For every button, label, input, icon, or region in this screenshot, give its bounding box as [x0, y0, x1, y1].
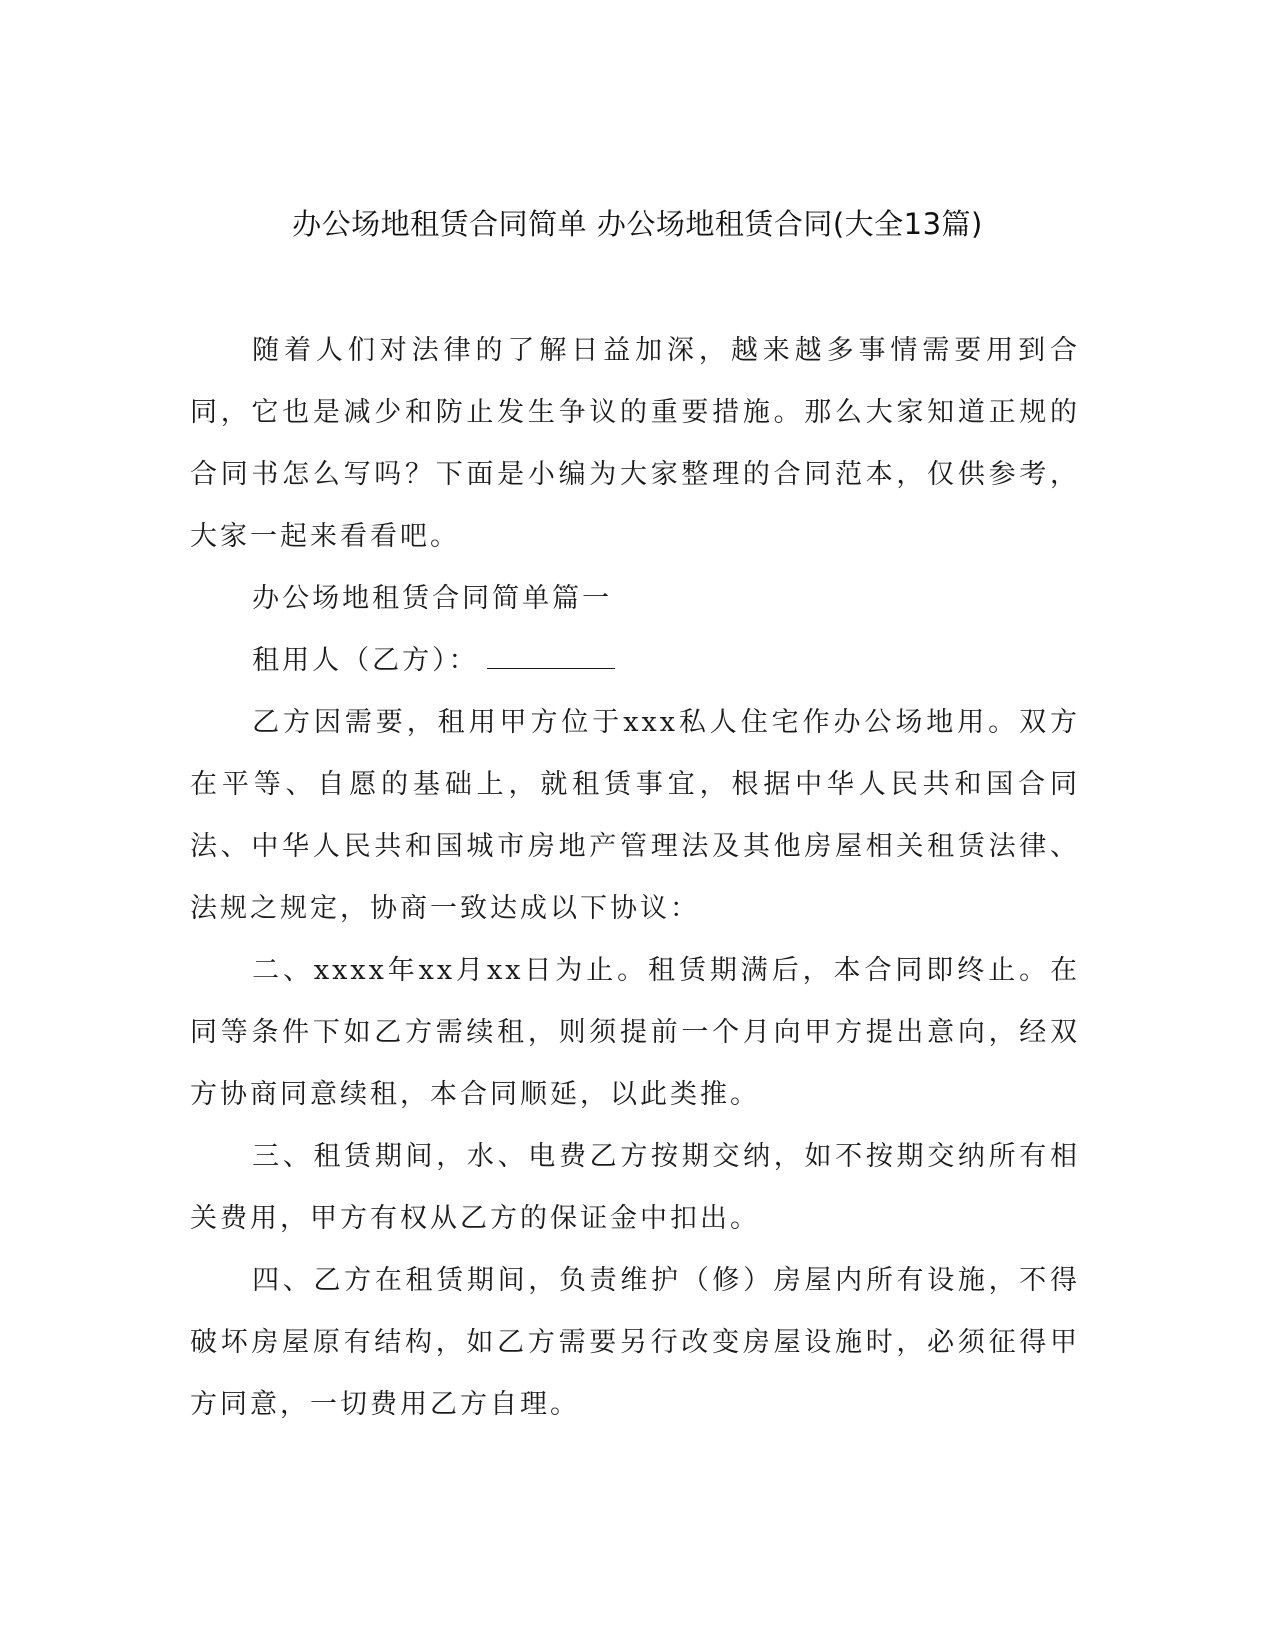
tenant-line	[190, 630, 1080, 692]
document-body	[190, 320, 1080, 1436]
clause-purpose-paragraph: 乙方因需要，租用甲方位于xxx私人住宅作办公场地用。双方在平等、自愿的基础上，就租赁事宜，根据中华人民共和国合同法、中华人民共和国城市房地产管理法及其他房屋相关租赁法律、法规之规定，协商一致达成以下协议：	[190, 707, 1080, 924]
document-title: 办公场地租赁合同简单 办公场地租赁合同(大全13篇)	[292, 207, 983, 241]
section-heading: 办公场地租赁合同简单篇一	[252, 583, 613, 614]
clause-three-paragraph: 三、租赁期间，水、电费乙方按期交纳，如不按期交纳所有相关费用，甲方有权从乙方的保证金中扣出。	[190, 1141, 1080, 1234]
clause-four-paragraph: 四、乙方在租赁期间，负责维护（修）房屋内所有设施，不得破坏房屋原有结构，如乙方需要另行改变房屋设施时，必须征得甲方同意，一切费用乙方自理。	[190, 1265, 1080, 1420]
tenant-label: 租用人（乙方）：	[252, 645, 479, 676]
tenant-blank-line	[487, 646, 615, 669]
intro-paragraph: 随着人们对法律的了解日益加深，越来越多事情需要用到合同，它也是减少和防止发生争议的重要措施。那么大家知道正规的合同书怎么写吗？下面是小编为大家整理的合同范本，仅供参考，大家一起来看看吧。	[190, 335, 1080, 552]
clause-two-paragraph: 二、xxxx年xx月xx日为止。租赁期满后，本合同即终止。在同等条件下如乙方需续租，则须提前一个月向甲方提出意向，经双方协商同意续租，本合同顺延，以此类推。	[190, 955, 1080, 1110]
